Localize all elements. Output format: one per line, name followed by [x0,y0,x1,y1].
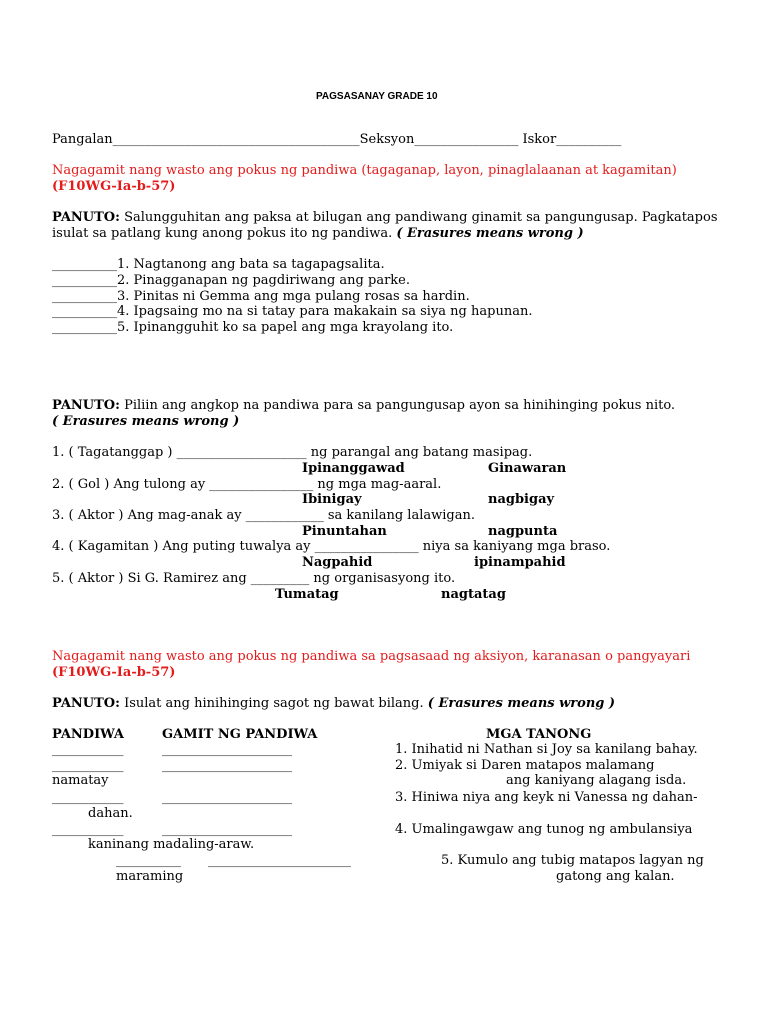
section1-panuto-line1 [52,210,718,226]
panuto-text: Isulat ang hinihinging sagot ng bawat bilang. [119,696,428,711]
panuto-text: Salungguhitan ang paksa at bilugan ang pandiwang ginamit sa pangungusap. Pagkatapos [119,210,718,225]
gamit-blank: ____________________ [162,790,292,805]
question-continuation: kaninang madaling-araw. [88,837,255,852]
page-title: PAGSASANAY GRADE 10 [316,91,438,102]
section3-panuto [52,696,615,712]
choice-a: Pinuntahan [302,524,387,539]
list-item: __________3. Pinitas ni Gemma ang mga pulang rosas sa hardin. [52,289,470,304]
choice-b: nagtatag [441,587,506,602]
question-continuation: ang kaniyang alagang isda. [506,773,687,788]
list-item: __________5. Ipinangguhit ko sa papel ang mga krayolang ito. [52,320,454,335]
panuto-label: PANUTO: [52,398,120,413]
sentence-item: 3. ( Aktor ) Ang mag-anak ay ____________ sa kanilang lalawigan. [52,508,475,523]
gamit-blank: ____________________ [162,742,292,757]
question-item: 5. Kumulo ang tubig matapos lagyan ng [441,853,704,868]
pandiwa-blank: __________ [116,853,181,868]
list-item: __________2. Pinagganapan ng pagdiriwang ang parke. [52,273,411,288]
column-header-pandiwa: PANDIWA [52,727,125,742]
section2-panuto [52,398,675,414]
section1-objective: Nagagamit nang wasto ang pokus ng pandiwa (tagaganap, layon, pinaglalaanan at kagamitan) [52,163,677,178]
erasures-note: ( Erasures means wrong ) [396,226,584,241]
gamit-blank: ____________________ [162,822,292,837]
list-item: __________1. Nagtanong ang bata sa tagapagsalita. [52,257,385,272]
section1-panuto-line2 [52,226,584,242]
section1-code: (F10WG-Ia-b-57) [52,179,176,194]
panuto-label: PANUTO: [52,210,120,225]
pandiwa-blank: ___________ [52,758,124,773]
choice-b: ipinampahid [474,555,566,570]
list-item: __________4. Ipagsaing mo na si tatay para makakain sa siya ng hapunan. [52,304,533,319]
gamit-blank: ______________________ [208,853,351,868]
question-continuation: maraming [116,869,184,884]
choice-b: nagbigay [488,492,555,507]
panuto-text: isulat sa patlang kung anong pokus ito ng pandiwa. [52,226,397,241]
column-header-tanong: MGA TANONG [486,727,592,742]
section3-objective: Nagagamit nang wasto ang pokus ng pandiwa sa pagsasaad ng aksiyon, karanasan o pangyayari [52,649,691,664]
choice-a: Nagpahid [302,555,373,570]
question-continuation: namatay [52,773,109,788]
pandiwa-blank: ___________ [52,790,124,805]
sentence-item: 4. ( Kagamitan ) Ang puting tuwalya ay ________________ niya sa kaniyang mga braso. [52,539,611,554]
choice-a: Ipinanggawad [302,461,405,476]
question-item: 4. Umalingawgaw ang tunog ng ambulansiya [395,822,693,837]
gamit-blank: ____________________ [162,758,292,773]
sentence-item: 1. ( Tagatanggap ) ____________________ ng parangal ang batang masipag. [52,445,533,460]
question-item: 3. Hiniwa niya ang keyk ni Vanessa ng dahan- [395,790,698,805]
student-info-line: Pangalan______________________________________Seksyon________________ Iskor__________ [52,132,622,147]
choice-b: nagpunta [488,524,558,539]
question-continuation: dahan. [88,806,133,821]
pandiwa-blank: ___________ [52,822,124,837]
choice-b: Ginawaran [488,461,567,476]
panuto-label: PANUTO: [52,696,120,711]
column-header-gamit: GAMIT NG PANDIWA [162,727,318,742]
panuto-text: Piliin ang angkop na pandiwa para sa pangungusap ayon sa hinihinging pokus nito. [119,398,676,413]
question-item: 2. Umiyak si Daren matapos malamang [395,758,655,773]
sentence-item: 5. ( Aktor ) Si G. Ramirez ang _________ ng organisasyong ito. [52,571,456,586]
pandiwa-blank: ___________ [52,742,124,757]
section3-code: (F10WG-Ia-b-57) [52,665,176,680]
erasures-note: ( Erasures means wrong ) [427,696,616,711]
choice-a: Ibinigay [302,492,362,507]
erasures-note: ( Erasures means wrong ) [52,414,240,429]
question-item: 1. Inihatid ni Nathan si Joy sa kanilang bahay. [395,742,698,757]
question-continuation: gatong ang kalan. [556,869,675,884]
sentence-item: 2. ( Gol ) Ang tulong ay ________________ ng mga mag-aaral. [52,477,442,492]
choice-a: Tumatag [275,587,339,602]
